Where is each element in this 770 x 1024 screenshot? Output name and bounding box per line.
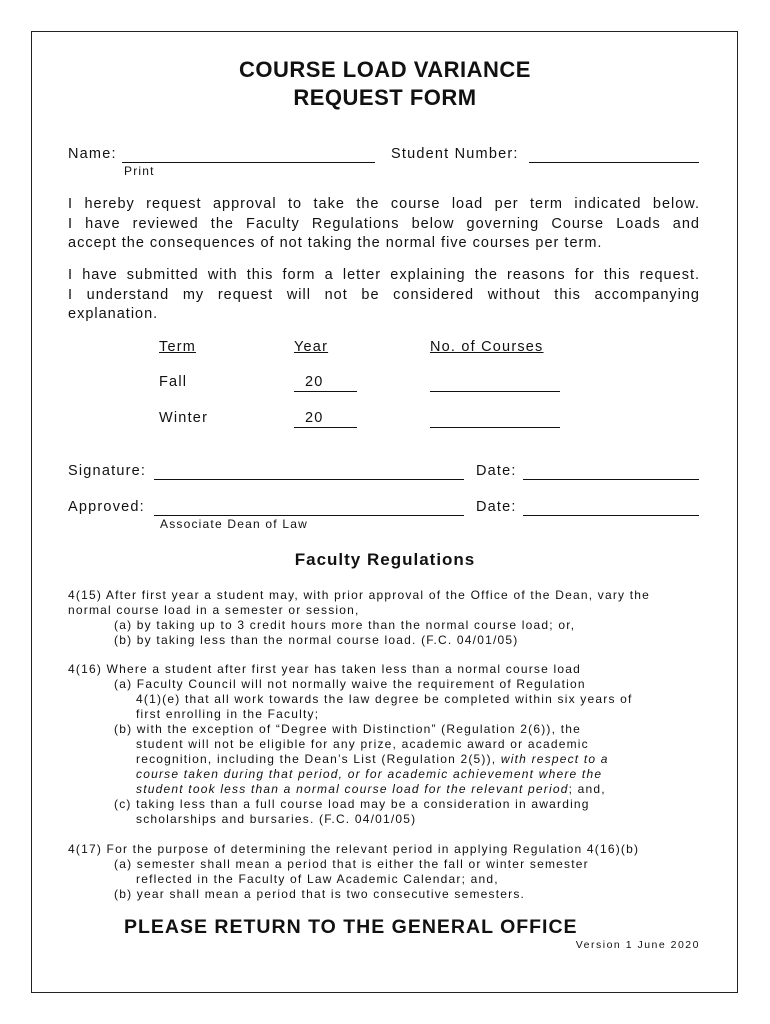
year-header: Year bbox=[294, 339, 329, 355]
approved-label: Approved: bbox=[68, 499, 145, 515]
courses-header: No. of Courses bbox=[430, 339, 544, 355]
signature-label: Signature: bbox=[68, 463, 147, 479]
regulation-emphasis: with respect to a bbox=[500, 752, 609, 766]
signature-date-label: Date: bbox=[476, 463, 517, 479]
winter-year-prefix: 20 bbox=[305, 410, 324, 426]
regulation-4-17-line: (a) semester shall mean a period that is either the fall or winter semester bbox=[114, 857, 589, 871]
return-notice: PLEASE RETURN TO THE GENERAL OFFICE bbox=[124, 916, 578, 938]
regulation-4-16-line: 4(1)(e) that all work towards the law degree be completed within six years of bbox=[136, 692, 633, 706]
paragraph-line: I hereby request approval to take the course load per term indicated below. bbox=[68, 196, 700, 212]
regulation-4-15-line: 4(15) After first year a student may, with prior approval of the Office of the Dean, vary the bbox=[68, 588, 651, 602]
regulation-4-16-line bbox=[136, 767, 602, 782]
form-title-line-2: REQUEST FORM bbox=[293, 85, 477, 110]
fall-courses-field[interactable] bbox=[430, 391, 560, 392]
paragraph-line: I have submitted with this form a letter explaining the reasons for this request. bbox=[68, 267, 700, 283]
regulation-4-16-line bbox=[136, 752, 609, 767]
term-winter: Winter bbox=[159, 410, 209, 426]
fall-year-prefix: 20 bbox=[305, 374, 324, 390]
approved-date-field[interactable] bbox=[523, 515, 699, 516]
regulation-4-16-line: (a) Faculty Council will not normally waive the requirement of Regulation bbox=[114, 677, 586, 691]
regulation-4-17-line: (b) year shall mean a period that is two consecutive semesters. bbox=[114, 887, 526, 901]
term-header: Term bbox=[159, 339, 197, 355]
regulation-4-16-line bbox=[136, 782, 606, 797]
acknowledgement-paragraph bbox=[68, 195, 700, 254]
name-print-hint: Print bbox=[124, 164, 155, 178]
regulation-4-15-line: (b) by taking less than the normal course load. (F.C. 04/01/05) bbox=[114, 633, 519, 647]
term-fall: Fall bbox=[159, 374, 188, 390]
paragraph-line: accept the consequences of not taking the normal five courses per term. bbox=[68, 235, 603, 251]
letter-paragraph bbox=[68, 266, 700, 325]
regulation-emphasis: student took less than a normal course load for the relevant period bbox=[136, 782, 569, 796]
regulations-heading: Faculty Regulations bbox=[294, 550, 476, 569]
regulation-4-16-line: scholarships and bursaries. (F.C. 04/01/05) bbox=[136, 812, 417, 826]
regulation-4-17-line: reflected in the Faculty of Law Academic Calendar; and, bbox=[136, 872, 499, 886]
version-label: Version 1 June 2020 bbox=[575, 939, 700, 951]
regulation-4-16-line: (c) taking less than a full course load may be a consideration in awarding bbox=[114, 797, 590, 811]
regulation-4-16-line: first enrolling in the Faculty; bbox=[136, 707, 320, 721]
regulation-text: ; and, bbox=[568, 782, 606, 796]
winter-year-field[interactable] bbox=[294, 427, 357, 428]
regulation-4-16-line: (b) with the exception of “Degree with Distinction” (Regulation 2(6)), the bbox=[114, 722, 581, 736]
signature-date-field[interactable] bbox=[523, 479, 699, 480]
paragraph-line: I have reviewed the Faculty Regulations below governing Course Loads and bbox=[68, 215, 700, 232]
name-label: Name: bbox=[68, 146, 117, 162]
regulation-4-16-line: 4(16) Where a student after first year has taken less than a normal course load bbox=[68, 662, 582, 676]
regulation-4-16-line: student will not be eligible for any prize, academic award or academic bbox=[136, 737, 589, 751]
regulation-4-15-line: (a) by taking up to 3 credit hours more than the normal course load; or, bbox=[114, 618, 576, 632]
form-title-line-1: COURSE LOAD VARIANCE bbox=[239, 57, 531, 82]
approved-field[interactable] bbox=[154, 515, 464, 516]
student-number-field[interactable] bbox=[529, 162, 699, 163]
regulation-emphasis: course taken during that period, or for academic achievement where the bbox=[136, 767, 603, 781]
approved-date-label: Date: bbox=[476, 499, 517, 515]
name-field[interactable] bbox=[122, 162, 375, 163]
student-number-label: Student Number: bbox=[391, 146, 519, 162]
paragraph-line: explanation. bbox=[68, 306, 159, 322]
winter-courses-field[interactable] bbox=[430, 427, 560, 428]
regulation-text: recognition, including the Dean’s List (Regulation 2(5)), bbox=[136, 752, 501, 766]
regulation-4-17-line: 4(17) For the purpose of determining the relevant period in applying Regulation 4(16)(b) bbox=[68, 842, 640, 856]
associate-dean-hint: Associate Dean of Law bbox=[160, 517, 308, 531]
paragraph-line: I understand my request will not be considered without this accompanying bbox=[68, 286, 700, 303]
regulation-4-15-line: normal course load in a semester or session, bbox=[68, 603, 360, 617]
fall-year-field[interactable] bbox=[294, 391, 357, 392]
signature-field[interactable] bbox=[154, 479, 464, 480]
